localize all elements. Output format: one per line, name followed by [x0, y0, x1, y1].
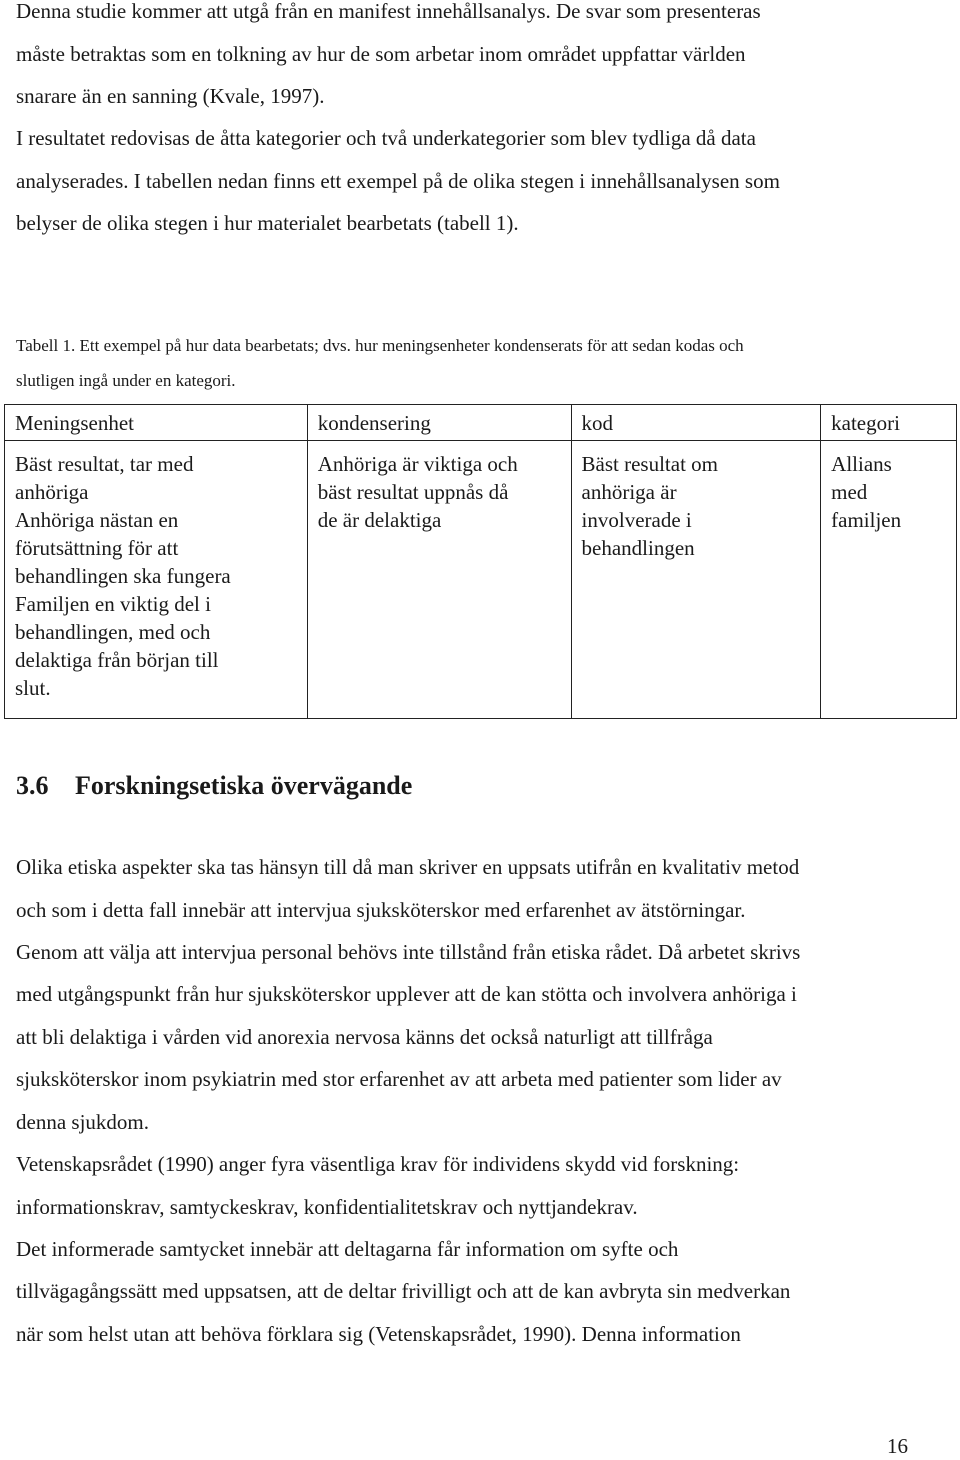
body-line: Olika etiska aspekter ska tas hänsyn till då man skriver en uppsats utifrån en kvalitativ metod	[16, 855, 800, 879]
section-number: 3.6	[16, 771, 49, 800]
intro-line: måste betraktas som en tolkning av hur de som arbetar inom området uppfattar världen	[16, 42, 746, 66]
body-line: sjuksköterskor inom psykiatrin med stor erfarenhet av att arbeta med patienter som lider av	[16, 1067, 782, 1091]
cell-line: behandlingen ska fungera	[15, 564, 231, 588]
body-line: att bli delaktiga i vården vid anorexia nervosa känns det också naturligt att tillfråga	[16, 1025, 713, 1049]
section-title: Forskningsetiska övervägande	[75, 771, 413, 800]
cell-line: Bäst resultat om	[581, 452, 719, 476]
section-heading	[16, 771, 412, 801]
intro-line: analyserades. I tabellen nedan finns ett exempel på de olika stegen i innehållsanalysen som	[16, 169, 780, 193]
body-line: med utgångspunkt från hur sjuksköterskor upplever att de kan stötta och involvera anhöriga i	[16, 982, 797, 1006]
cell-line: Anhöriga nästan en	[15, 508, 179, 532]
body-line: tillvägagångssätt med uppsatsen, att de deltar frivilligt och att de kan avbryta sin medverkan	[16, 1279, 791, 1303]
table-header-row	[5, 405, 957, 441]
cell-line: förutsättning för att	[15, 536, 179, 560]
body-line: denna sjukdom.	[16, 1110, 149, 1134]
cell-line: bäst resultat uppnås då	[317, 480, 509, 504]
cell-line: de är delaktiga	[317, 508, 442, 532]
table-caption: slutligen ingå under en kategori.	[16, 371, 236, 390]
cell-line: delaktiga från början till	[15, 648, 219, 672]
cell-line: behandlingen	[581, 536, 695, 560]
table-caption: Tabell 1. Ett exempel på hur data bearbetats; dvs. hur meningsenheter kondenserats för att sedan kodas och	[16, 336, 744, 355]
cell-line: Allians	[831, 452, 892, 476]
page-number: 16	[887, 1434, 908, 1458]
cell-line: anhöriga	[15, 480, 89, 504]
body-line: informationskrav, samtyckeskrav, konfidentialitetskrav och nyttjandekrav.	[16, 1195, 638, 1219]
header-kondensering: kondensering	[307, 405, 571, 441]
cell-line: med	[831, 480, 868, 504]
table-row	[5, 441, 957, 719]
body-line: Vetenskapsrådet (1990) anger fyra väsentliga krav för individens skydd vid forskning:	[16, 1152, 740, 1176]
body-line: när som helst utan att behöva förklara sig (Vetenskapsrådet, 1990). Denna information	[16, 1322, 741, 1346]
cell-line: behandlingen, med och	[15, 620, 211, 644]
cell-line: anhöriga är	[581, 480, 677, 504]
analysis-table	[4, 404, 957, 719]
cell-kondensering	[307, 441, 571, 719]
intro-line: belyser de olika stegen i hur materialet bearbetats (tabell 1).	[16, 211, 519, 235]
cell-meningsenhet	[5, 441, 308, 719]
body-line: och som i detta fall innebär att intervjua sjuksköterskor med erfarenhet av ätstörningar.	[16, 898, 746, 922]
intro-line: I resultatet redovisas de åtta kategorier och två underkategorier som blev tydliga då data	[16, 126, 756, 150]
header-kod: kod	[571, 405, 821, 441]
header-meningsenhet: Meningsenhet	[5, 405, 308, 441]
body-line: Genom att välja att intervjua personal behövs inte tillstånd från etiska rådet. Då arbetet skrivs	[16, 940, 801, 964]
cell-line: Familjen en viktig del i	[15, 592, 211, 616]
body-line: Det informerade samtycket innebär att deltagarna får information om syfte och	[16, 1237, 679, 1261]
header-kategori: kategori	[821, 405, 957, 441]
intro-line: Denna studie kommer att utgå från en manifest innehållsanalys. De svar som presenteras	[16, 0, 761, 23]
cell-kod	[571, 441, 821, 719]
intro-line: snarare än en sanning (Kvale, 1997).	[16, 84, 325, 108]
cell-line: Bäst resultat, tar med	[15, 452, 194, 476]
cell-line: involverade i	[581, 508, 692, 532]
cell-kategori	[821, 441, 957, 719]
cell-line: slut.	[15, 676, 51, 700]
cell-line: Anhöriga är viktiga och	[317, 452, 518, 476]
cell-line: familjen	[831, 508, 902, 532]
